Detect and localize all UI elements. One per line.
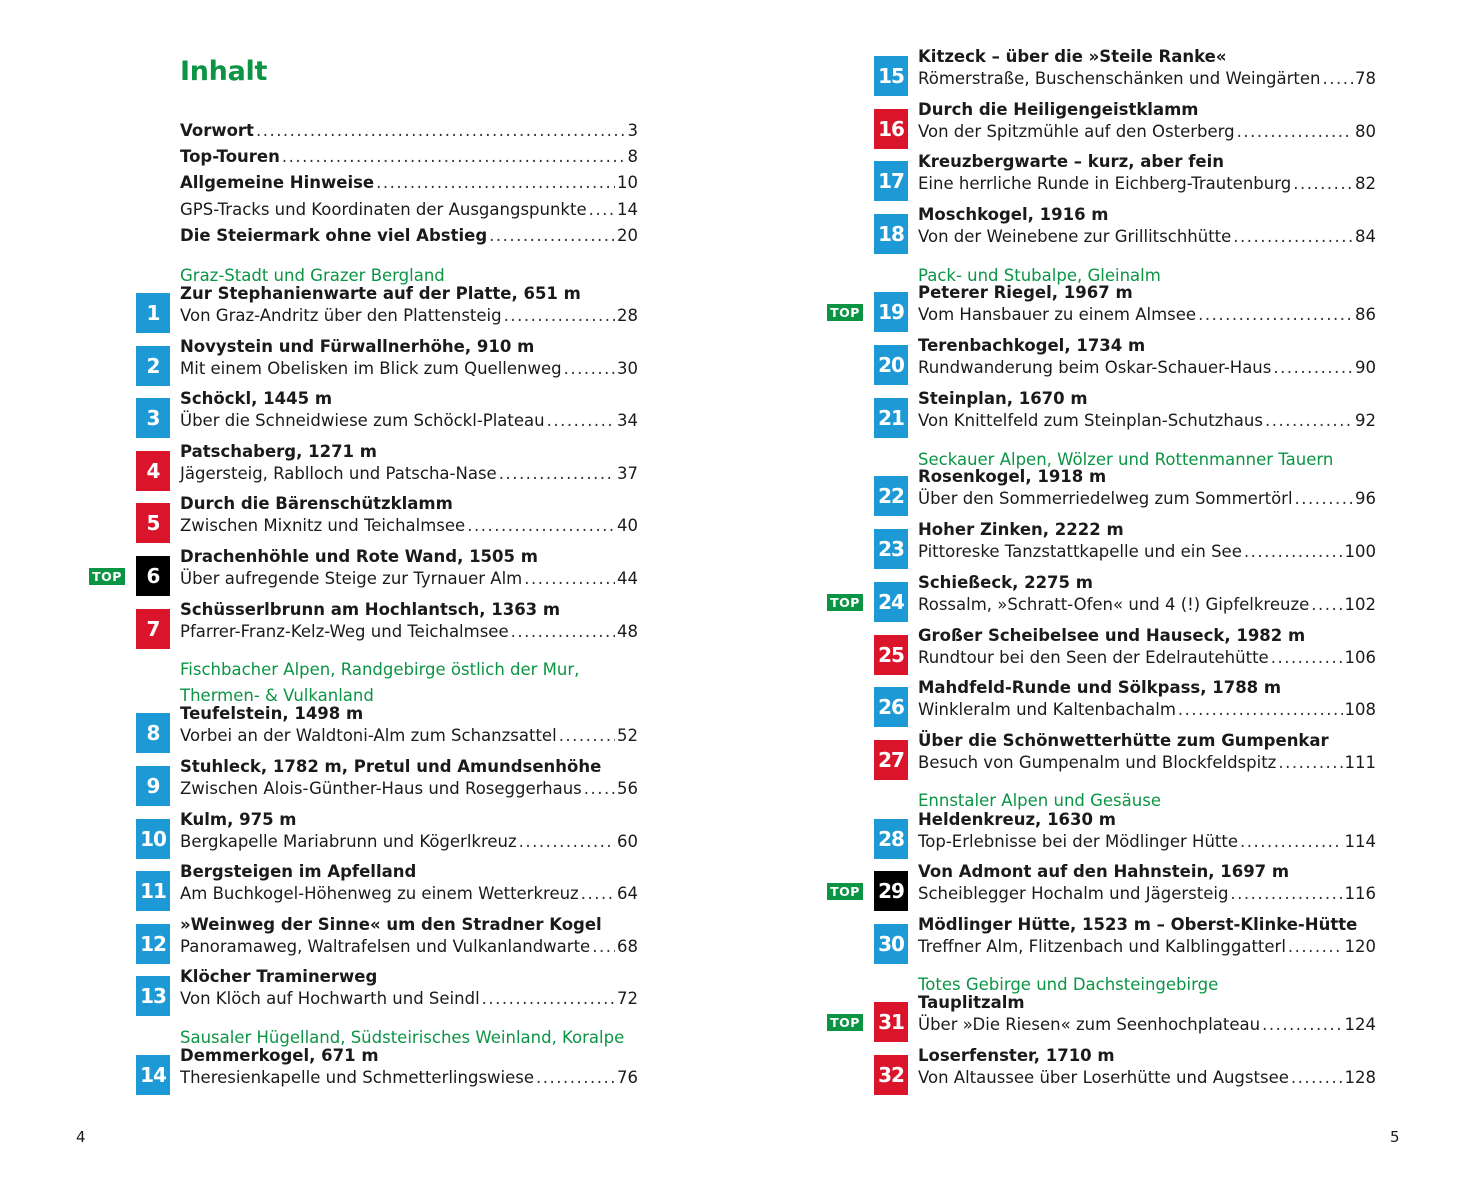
- tour-number-badge: 18: [874, 214, 908, 254]
- dot-leader: [559, 723, 615, 749]
- section-heading: Sausaler Hügelland, Südsteirisches Weinland, Koralpe: [180, 1028, 625, 1047]
- tour-entry[interactable]: [874, 678, 1376, 729]
- tour-subtitle-line: [180, 986, 638, 1012]
- tour-subtitle-line: [180, 619, 638, 645]
- tour-subtitle: Von Altaussee über Loserhütte und Augstsee: [918, 1068, 1289, 1087]
- tour-number-badge: 12: [136, 924, 170, 964]
- tour-subtitle: Von der Spitzmühle auf den Osterberg: [918, 122, 1235, 141]
- tour-title: Drachenhöhle und Rote Wand, 1505 m: [180, 547, 538, 566]
- tour-title: Rosenkogel, 1918 m: [918, 467, 1107, 486]
- left-page: [0, 0, 738, 1182]
- tour-entry[interactable]: [874, 626, 1376, 677]
- dot-leader: [1244, 539, 1343, 565]
- tour-title: Steinplan, 1670 m: [918, 389, 1088, 408]
- tour-number-badge: 8: [136, 713, 170, 753]
- tour-page: 56: [617, 779, 638, 798]
- section-heading: Pack- und Stubalpe, Gleinalm: [918, 266, 1161, 285]
- tour-subtitle-line: [918, 539, 1376, 565]
- dot-leader: [581, 881, 615, 907]
- tour-entry[interactable]: [874, 205, 1376, 256]
- tour-subtitle: Römerstraße, Buschenschänken und Weingärten: [918, 69, 1321, 88]
- tour-title: Patschaberg, 1271 m: [180, 442, 377, 461]
- tour-subtitle-line: [918, 750, 1376, 776]
- tour-page: 86: [1355, 305, 1376, 324]
- tour-number-badge: 5: [136, 503, 170, 543]
- tour-number-badge: 26: [874, 687, 908, 727]
- dot-leader: [1230, 881, 1342, 907]
- tour-number-badge: 4: [136, 451, 170, 491]
- tour-page: 52: [617, 726, 638, 745]
- tour-subtitle: Eine herrliche Runde in Eichberg-Trautenburg: [918, 174, 1292, 193]
- tour-entry[interactable]: [874, 283, 1376, 334]
- dot-leader: [1278, 750, 1342, 776]
- tour-title: »Weinweg der Sinne« um den Stradner Kogel: [180, 915, 602, 934]
- tour-entry[interactable]: [874, 810, 1376, 861]
- tour-title: Kulm, 975 m: [180, 810, 297, 829]
- section-heading: Thermen- & Vulkanland: [180, 686, 374, 705]
- tour-subtitle: Jägersteig, Rablloch und Patscha-Nase: [180, 464, 497, 483]
- tour-number-badge: 6: [136, 556, 170, 596]
- tour-title: Schöckl, 1445 m: [180, 389, 333, 408]
- tour-entry[interactable]: [136, 494, 638, 545]
- entry-page: 20: [617, 226, 638, 245]
- entry-label: Vorwort: [180, 121, 254, 140]
- tour-page: 72: [617, 989, 638, 1008]
- front-matter-entry[interactable]: [180, 118, 638, 144]
- tour-subtitle-line: [918, 302, 1376, 328]
- tour-page: 124: [1344, 1015, 1376, 1034]
- tour-page: 92: [1355, 411, 1376, 430]
- dot-leader: [482, 986, 615, 1012]
- tour-title: Hoher Zinken, 2222 m: [918, 520, 1124, 539]
- tour-subtitle-line: [180, 829, 638, 855]
- section-heading: Totes Gebirge und Dachsteingebirge: [918, 975, 1219, 994]
- tour-number-badge: 27: [874, 740, 908, 780]
- tour-title: Zur Stephanienwarte auf der Platte, 651 m: [180, 284, 581, 303]
- tour-subtitle-line: [918, 224, 1376, 250]
- tour-entry[interactable]: [874, 573, 1376, 624]
- tour-subtitle: Scheiblegger Hochalm und Jägersteig: [918, 884, 1229, 903]
- tour-number-badge: 11: [136, 871, 170, 911]
- tour-page: 34: [617, 411, 638, 430]
- front-matter-entry[interactable]: [180, 170, 638, 196]
- tour-subtitle-line: [180, 513, 638, 539]
- tour-subtitle-line: [918, 119, 1376, 145]
- tour-page: 30: [617, 359, 638, 378]
- page-title: Inhalt: [180, 56, 268, 87]
- dot-leader: [1271, 645, 1343, 671]
- dot-leader: [1240, 829, 1343, 855]
- tour-number-badge: 7: [136, 609, 170, 649]
- tour-page: 116: [1344, 884, 1376, 903]
- dot-leader: [536, 1065, 615, 1091]
- dot-leader: [1237, 119, 1353, 145]
- tour-subtitle-line: [918, 171, 1376, 197]
- tour-subtitle-line: [180, 776, 638, 802]
- section-heading: Fischbacher Alpen, Randgebirge östlich der Mur,: [180, 660, 580, 679]
- tour-subtitle: Vorbei an der Waldtoni-Alm zum Schanzsattel: [180, 726, 557, 745]
- top-badge: TOP: [827, 883, 863, 900]
- tour-title: Von Admont auf den Hahnstein, 1697 m: [918, 862, 1290, 881]
- tour-entry[interactable]: [874, 862, 1376, 913]
- tour-number-badge: 19: [874, 292, 908, 332]
- entry-page: 3: [627, 121, 638, 140]
- tour-number-badge: 3: [136, 398, 170, 438]
- dot-leader: [524, 566, 615, 592]
- tour-title: Großer Scheibelsee und Hauseck, 1982 m: [918, 626, 1306, 645]
- tour-subtitle: Theresienkapelle und Schmetterlingswiese: [180, 1068, 535, 1087]
- tour-entry[interactable]: [136, 442, 638, 493]
- front-matter-entry[interactable]: [180, 144, 638, 170]
- tour-title: Durch die Bärenschützklamm: [180, 494, 453, 513]
- tour-title: Novystein und Fürwallnerhöhe, 910 m: [180, 337, 535, 356]
- tour-subtitle-line: [180, 461, 638, 487]
- tour-number-badge: 31: [874, 1002, 908, 1042]
- tour-title: Loserfenster, 1710 m: [918, 1046, 1115, 1065]
- tour-subtitle: Zwischen Mixnitz und Teichalmsee: [180, 516, 466, 535]
- tour-number-badge: 14: [136, 1055, 170, 1095]
- tour-subtitle: Über den Sommerriedelweg zum Sommertörl: [918, 489, 1293, 508]
- tour-title: Mahdfeld-Runde und Sölkpass, 1788 m: [918, 678, 1282, 697]
- page-number: 5: [1390, 1128, 1400, 1146]
- tour-subtitle-line: [918, 645, 1376, 671]
- tour-page: 90: [1355, 358, 1376, 377]
- tour-subtitle: Von Graz-Andritz über den Plattensteig: [180, 306, 502, 325]
- tour-subtitle: Rossalm, »Schratt-Ofen« und 4 (!) Gipfelkreuze: [918, 595, 1310, 614]
- tour-number-badge: 22: [874, 476, 908, 516]
- front-matter-entry[interactable]: [180, 197, 638, 223]
- tour-number-badge: 17: [874, 161, 908, 201]
- dot-leader: [1233, 224, 1353, 250]
- tour-entry[interactable]: [136, 547, 638, 598]
- tour-title: Tauplitzalm: [918, 993, 1025, 1012]
- tour-entry[interactable]: [136, 704, 638, 755]
- tour-title: Demmerkogel, 671 m: [180, 1046, 379, 1065]
- tour-number-badge: 20: [874, 345, 908, 385]
- dot-leader: [499, 461, 615, 487]
- dot-leader: [511, 619, 615, 645]
- dot-leader: [1262, 1012, 1342, 1038]
- dot-leader: [1311, 592, 1342, 618]
- entry-label: GPS-Tracks und Koordinaten der Ausgangspunkte: [180, 200, 587, 219]
- tour-number-badge: 30: [874, 924, 908, 964]
- dot-leader: [1198, 302, 1353, 328]
- tour-number-badge: 15: [874, 56, 908, 96]
- tour-subtitle: Besuch von Gumpenalm und Blockfeldspitz: [918, 753, 1277, 772]
- tour-subtitle: Top-Erlebnisse bei der Mödlinger Hütte: [918, 832, 1238, 851]
- front-matter-entry[interactable]: [180, 223, 638, 249]
- tour-subtitle: Rundwanderung beim Oskar-Schauer-Haus: [918, 358, 1272, 377]
- tour-title: Stuhleck, 1782 m, Pretul und Amundsenhöhe: [180, 757, 602, 776]
- section-heading: Ennstaler Alpen und Gesäuse: [918, 791, 1161, 810]
- tour-subtitle-line: [918, 697, 1376, 723]
- tour-subtitle: Treffner Alm, Flitzenbach und Kalblinggatterl: [918, 937, 1286, 956]
- tour-title: Kreuzbergwarte – kurz, aber fein: [918, 152, 1225, 171]
- tour-title: Heldenkreuz, 1630 m: [918, 810, 1116, 829]
- tour-page: 102: [1344, 595, 1376, 614]
- tour-subtitle-line: [918, 486, 1376, 512]
- tour-subtitle-line: [180, 408, 638, 434]
- tour-entry[interactable]: [874, 47, 1376, 98]
- dot-leader: [1295, 486, 1353, 512]
- tour-subtitle-line: [918, 1012, 1376, 1038]
- tour-page: 68: [617, 937, 638, 956]
- dot-leader: [584, 776, 615, 802]
- tour-page: 82: [1355, 174, 1376, 193]
- tour-subtitle: Über »Die Riesen« zum Seenhochplateau: [918, 1015, 1261, 1034]
- tour-subtitle: Über aufregende Steige zur Tyrnauer Alm: [180, 569, 523, 588]
- tour-title: Moschkogel, 1916 m: [918, 205, 1109, 224]
- tour-subtitle-line: [918, 592, 1376, 618]
- top-badge: TOP: [827, 304, 863, 321]
- tour-entry[interactable]: [136, 757, 638, 808]
- tour-subtitle-line: [180, 356, 638, 382]
- tour-title: Bergsteigen im Apfelland: [180, 862, 417, 881]
- tour-subtitle: Winkleralm und Kaltenbachalm: [918, 700, 1176, 719]
- tour-subtitle-line: [918, 408, 1376, 434]
- top-badge: TOP: [827, 594, 863, 611]
- tour-entry[interactable]: [874, 993, 1376, 1044]
- tour-subtitle: Am Buchkogel-Höhenweg zu einem Wetterkreuz: [180, 884, 579, 903]
- tour-number-badge: 1: [136, 293, 170, 333]
- dot-leader: [1288, 934, 1343, 960]
- tour-title: Durch die Heiligengeistklamm: [918, 100, 1199, 119]
- tour-subtitle-line: [918, 934, 1376, 960]
- dot-leader: [1291, 1065, 1343, 1091]
- tour-entry[interactable]: [136, 1046, 638, 1097]
- tour-entry[interactable]: [136, 600, 638, 651]
- tour-number-badge: 23: [874, 529, 908, 569]
- tour-entry[interactable]: [136, 810, 638, 861]
- top-badge: TOP: [827, 1014, 863, 1031]
- entry-page: 14: [617, 200, 638, 219]
- tour-page: 120: [1344, 937, 1376, 956]
- dot-leader: [547, 408, 615, 434]
- tour-subtitle-line: [180, 303, 638, 329]
- dot-leader: [1293, 171, 1353, 197]
- tour-entry[interactable]: [874, 336, 1376, 387]
- tour-subtitle: Rundtour bei den Seen der Edelrautehütte: [918, 648, 1269, 667]
- tour-subtitle: Über die Schneidwiese zum Schöckl-Plateau: [180, 411, 545, 430]
- tour-entry[interactable]: [874, 731, 1376, 782]
- dot-leader: [1322, 66, 1353, 92]
- section-heading: Seckauer Alpen, Wölzer und Rottenmanner Tauern: [918, 450, 1334, 469]
- tour-subtitle: Von Knittelfeld zum Steinplan-Schutzhaus: [918, 411, 1263, 430]
- tour-title: Schüsserlbrunn am Hochlantsch, 1363 m: [180, 600, 561, 619]
- tour-title: Schießeck, 2275 m: [918, 573, 1093, 592]
- entry-page: 10: [617, 173, 638, 192]
- entry-page: 8: [627, 147, 638, 166]
- tour-entry[interactable]: [136, 337, 638, 388]
- tour-entry[interactable]: [136, 967, 638, 1018]
- tour-page: 100: [1344, 542, 1376, 561]
- tour-page: 128: [1344, 1068, 1376, 1087]
- tour-subtitle: Vom Hansbauer zu einem Almsee: [918, 305, 1197, 324]
- tour-page: 37: [617, 464, 638, 483]
- tour-page: 40: [617, 516, 638, 535]
- tour-number-badge: 21: [874, 398, 908, 438]
- tour-entry[interactable]: [874, 1046, 1376, 1097]
- tour-entry[interactable]: [874, 520, 1376, 571]
- section-heading: Graz-Stadt und Grazer Bergland: [180, 266, 445, 285]
- tour-number-badge: 13: [136, 976, 170, 1016]
- tour-page: 80: [1355, 122, 1376, 141]
- tour-entry[interactable]: [136, 862, 638, 913]
- tour-subtitle: Mit einem Obelisken im Blick zum Quellenweg: [180, 359, 562, 378]
- tour-page: 96: [1355, 489, 1376, 508]
- tour-subtitle: Von Klöch auf Hochwarth und Seindl: [180, 989, 480, 1008]
- tour-number-badge: 9: [136, 766, 170, 806]
- tour-page: 111: [1344, 753, 1376, 772]
- dot-leader: [467, 513, 615, 539]
- dot-leader: [564, 356, 615, 382]
- tour-page: 76: [617, 1068, 638, 1087]
- tour-entry[interactable]: [136, 284, 638, 335]
- tour-subtitle: Pittoreske Tanzstattkapelle und ein See: [918, 542, 1242, 561]
- tour-subtitle: Zwischen Alois-Günther-Haus und Roseggerhaus: [180, 779, 582, 798]
- tour-page: 114: [1344, 832, 1376, 851]
- tour-number-badge: 10: [136, 819, 170, 859]
- tour-entry[interactable]: [874, 467, 1376, 518]
- tour-title: Mödlinger Hütte, 1523 m – Oberst-Klinke-Hütte: [918, 915, 1358, 934]
- tour-title: Terenbachkogel, 1734 m: [918, 336, 1146, 355]
- entry-label: Allgemeine Hinweise: [180, 173, 375, 192]
- tour-entry[interactable]: [136, 389, 638, 440]
- tour-subtitle-line: [180, 1065, 638, 1091]
- tour-number-badge: 28: [874, 819, 908, 859]
- tour-subtitle-line: [180, 881, 638, 907]
- dot-leader: [1273, 355, 1353, 381]
- tour-subtitle: Bergkapelle Mariabrunn und Kögerlkreuz: [180, 832, 517, 851]
- tour-page: 44: [617, 569, 638, 588]
- tour-title: Kitzeck – über die »Steile Ranke«: [918, 47, 1227, 66]
- tour-subtitle: Von der Weinebene zur Grillitschhütte: [918, 227, 1232, 246]
- tour-entry[interactable]: [874, 152, 1376, 203]
- tour-subtitle-line: [918, 881, 1376, 907]
- tour-page: 106: [1344, 648, 1376, 667]
- dot-leader: [504, 303, 615, 329]
- tour-subtitle-line: [918, 355, 1376, 381]
- tour-page: 84: [1355, 227, 1376, 246]
- tour-subtitle-line: [918, 66, 1376, 92]
- tour-number-badge: 29: [874, 871, 908, 911]
- tour-subtitle: Pfarrer-Franz-Kelz-Weg und Teichalmsee: [180, 622, 509, 641]
- dot-leader: [592, 934, 615, 960]
- dot-leader: [1178, 697, 1343, 723]
- tour-subtitle-line: [918, 829, 1376, 855]
- tour-page: 78: [1355, 69, 1376, 88]
- dot-leader: [519, 829, 615, 855]
- tour-title: Über die Schönwetterhütte zum Gumpenkar: [918, 731, 1329, 750]
- tour-subtitle: Panoramaweg, Waltrafelsen und Vulkanlandwarte: [180, 937, 591, 956]
- tour-subtitle-line: [918, 1065, 1376, 1091]
- entry-label: Top-Touren: [180, 147, 280, 166]
- dot-leader: [1265, 408, 1353, 434]
- tour-entry[interactable]: [874, 915, 1376, 966]
- tour-title: Teufelstein, 1498 m: [180, 704, 364, 723]
- entry-label: Die Steiermark ohne viel Abstieg: [180, 226, 488, 245]
- tour-entry[interactable]: [136, 915, 638, 966]
- top-badge: TOP: [89, 568, 125, 585]
- tour-page: 60: [617, 832, 638, 851]
- tour-number-badge: 24: [874, 582, 908, 622]
- tour-number-badge: 16: [874, 109, 908, 149]
- tour-subtitle-line: [180, 723, 638, 749]
- tour-subtitle-line: [180, 934, 638, 960]
- tour-page: 28: [617, 306, 638, 325]
- page-number: 4: [76, 1128, 86, 1146]
- tour-number-badge: 32: [874, 1055, 908, 1095]
- tour-page: 64: [617, 884, 638, 903]
- tour-page: 108: [1344, 700, 1376, 719]
- tour-subtitle-line: [180, 566, 638, 592]
- tour-title: Peterer Riegel, 1967 m: [918, 283, 1133, 302]
- tour-page: 48: [617, 622, 638, 641]
- tour-title: Klöcher Traminerweg: [180, 967, 378, 986]
- tour-number-badge: 2: [136, 346, 170, 386]
- right-page: [738, 0, 1477, 1182]
- tour-number-badge: 25: [874, 635, 908, 675]
- tour-entry[interactable]: [874, 100, 1376, 151]
- tour-entry[interactable]: [874, 389, 1376, 440]
